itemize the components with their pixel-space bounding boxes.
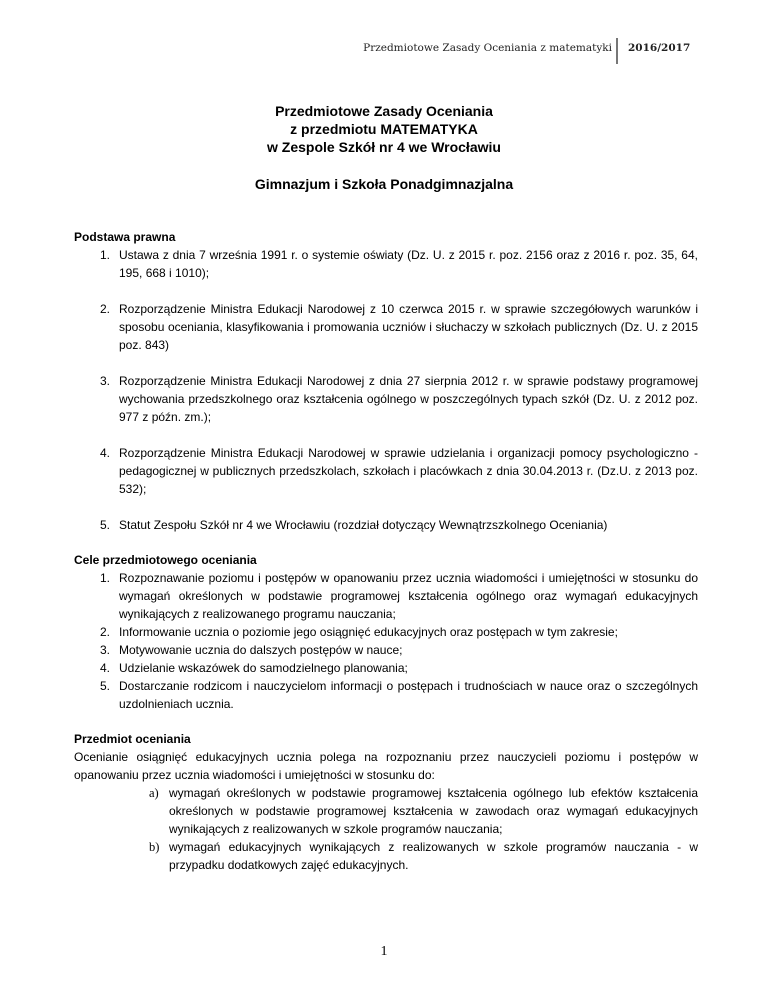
item-number: 3. [100, 643, 111, 657]
item-text: wymagań określonych w podstawie programowej kształcenia ogólnego lub efektów kształcenia określonych w podstawie programowej kształcenia w zawodach oraz wymagań edukacyjnych wynikających z realizowanych w szkole programów nauczania; [169, 786, 698, 836]
legal-basis-item [74, 372, 698, 426]
subject-list [74, 784, 698, 874]
legal-basis-item [74, 246, 698, 282]
item-text: Statut Zespołu Szkół nr 4 we Wrocławiu (rozdział dotyczący Wewnątrzszkolnego Oceniania) [119, 518, 608, 532]
goal-item [74, 623, 698, 641]
item-number: 5. [100, 679, 111, 693]
subject-intro: Ocenianie osiągnięć edukacyjnych ucznia polega na rozpoznaniu przez nauczycieli poziomu i postępów w opanowaniu przez ucznia wiadomości i umiejętności w stosunku do: [74, 750, 698, 782]
subject-item [74, 838, 698, 874]
document-title-block [0, 102, 768, 193]
item-text: Dostarczanie rodzicom i nauczycielom informacji o postępach i trudnościach w nauce oraz o szczególnych uzdolnieniach ucznia. [119, 679, 698, 711]
goal-item [74, 641, 698, 659]
item-number: 1. [100, 571, 111, 585]
page-number: 1 [380, 944, 388, 959]
item-number: 2. [100, 625, 111, 639]
header-doc-title: Przedmiotowe Zasady Oceniania z matematyki [363, 42, 612, 54]
title-line-2: z przedmiotu MATEMATYKA [290, 121, 478, 137]
goal-item [74, 659, 698, 677]
header-school-year: 2016/2017 [628, 42, 691, 54]
document-body [74, 228, 698, 874]
title-line-1: Przedmiotowe Zasady Oceniania [275, 103, 493, 119]
legal-basis-list [74, 246, 698, 534]
item-text: Rozpoznawanie poziomu i postępów w opanowaniu przez ucznia wiadomości i umiejętności w stosunku do wymagań określonych w podstawie programowej kształcenia ogólnego oraz wymagań edukacyjnych wynikających z realizowanego programu nauczania; [119, 571, 698, 621]
legal-basis-item [74, 444, 698, 498]
goals-heading: Cele przedmiotowego oceniania [74, 553, 257, 567]
item-number: 5. [100, 518, 111, 532]
title-line-3: w Zespole Szkół nr 4 we Wrocławiu [267, 139, 501, 155]
subject-heading: Przedmiot oceniania [74, 732, 191, 746]
document-subtitle: Gimnazjum i Szkoła Ponadgimnazjalna [254, 176, 514, 192]
legal-basis-heading: Podstawa prawna [74, 230, 176, 244]
item-number: 2. [100, 302, 111, 316]
goals-list [74, 569, 698, 713]
subject-item [74, 784, 698, 838]
legal-basis-item [74, 300, 698, 354]
item-number: 4. [100, 661, 111, 675]
header-divider [616, 38, 618, 64]
item-text: Motywowanie ucznia do dalszych postępów w nauce; [119, 643, 403, 657]
item-number: 3. [100, 374, 111, 388]
item-text: Udzielanie wskazówek do samodzielnego planowania; [119, 661, 408, 675]
item-text: Ustawa z dnia 7 września 1991 r. o systemie oświaty (Dz. U. z 2015 r. poz. 2156 oraz z 2016 r. poz. 35, 64, 195, 668 i 1010); [119, 248, 698, 280]
item-number: 1. [100, 248, 111, 262]
goal-item [74, 569, 698, 623]
item-text: wymagań edukacyjnych wynikających z realizowanych w szkole programów nauczania - w przypadku dodatkowych zajęć edukacyjnych. [169, 840, 698, 872]
page-header [0, 38, 768, 64]
item-text: Informowanie ucznia o poziomie jego osiągnięć edukacyjnych oraz postępach w tym zakresie; [119, 625, 618, 639]
legal-basis-item [74, 516, 698, 534]
item-letter: a) [149, 786, 159, 800]
goal-item [74, 677, 698, 713]
item-text: Rozporządzenie Ministra Edukacji Narodowej z dnia 27 sierpnia 2012 r. w sprawie podstawy programowej wychowania przedszkolnego oraz kształcenia ogólnego w poszczególnych typach szkół (Dz. U. z 2012 poz. 977 z późn. zm.); [119, 374, 698, 424]
item-number: 4. [100, 446, 111, 460]
item-text: Rozporządzenie Ministra Edukacji Narodowej z 10 czerwca 2015 r. w sprawie szczegółowych warunków i sposobu oceniania, klasyfikowania i promowania uczniów i słuchaczy w szkołach publicznych (Dz. U. z 2015 poz. 843) [119, 302, 698, 352]
item-text: Rozporządzenie Ministra Edukacji Narodowej w sprawie udzielania i organizacji pomocy psychologiczno - pedagogicznej w publicznych przedszkolach, szkołach i placówkach z dnia 30.04.2013 r. (Dz.U. z 2013 poz. 532); [119, 446, 698, 496]
item-letter: b) [149, 840, 160, 854]
section-spacer [74, 713, 698, 730]
